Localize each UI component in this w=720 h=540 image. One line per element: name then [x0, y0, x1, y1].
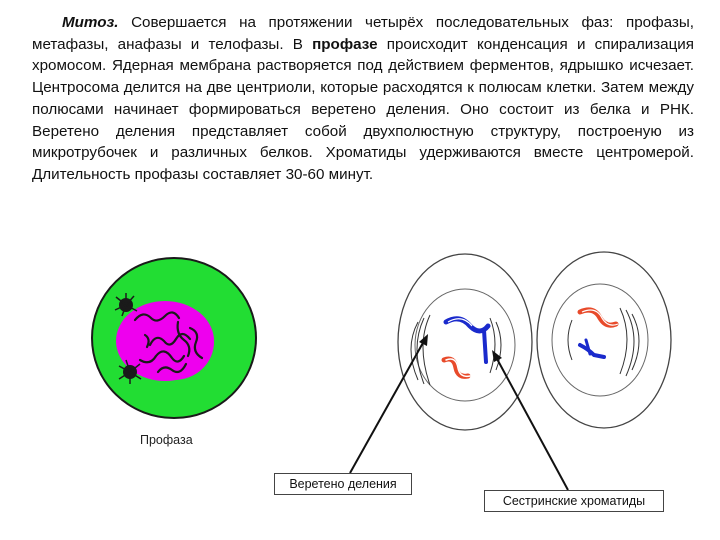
schematic-cell-right	[537, 252, 671, 428]
schematic-cell-left	[398, 254, 532, 430]
spindle-label: Веретено деления	[274, 473, 412, 495]
spindle-fibers-right	[568, 308, 639, 376]
paragraph-text-part1: Совершается на протяжении четырёх последовательных фаз: профазы, метафазы, анафазы и телофазы. В	[32, 14, 694, 53]
prophase-caption: Профаза	[140, 433, 193, 447]
prophase-term: профазе	[312, 35, 378, 53]
chromosome-blue-right	[580, 345, 604, 357]
mitosis-term: Митоз.	[62, 14, 119, 31]
chromatids-label: Сестринские хроматиды	[484, 490, 664, 512]
paragraph-text-part2: происходит конденсация и спирализация хромосом. Ядерная мембрана растворяется под действием ферментов, ядрышко исчезает. Центросома делится на две центриоли, которые расходятся к полюсам клетки. Затем между полюсами начинает формироваться веретено деления. Оно состоит из белка и РНК. Веретено деления представляет собой двухполюстную структуру, построеную из микротрубочек и различных белков. Хроматиды удерживаются вместе центромерой. Длительность профазы составляет 30-60 минут.	[32, 35, 694, 183]
chromosome-blue	[446, 319, 488, 331]
prophase-cell	[92, 258, 256, 418]
chromatids-arrow	[492, 350, 568, 490]
